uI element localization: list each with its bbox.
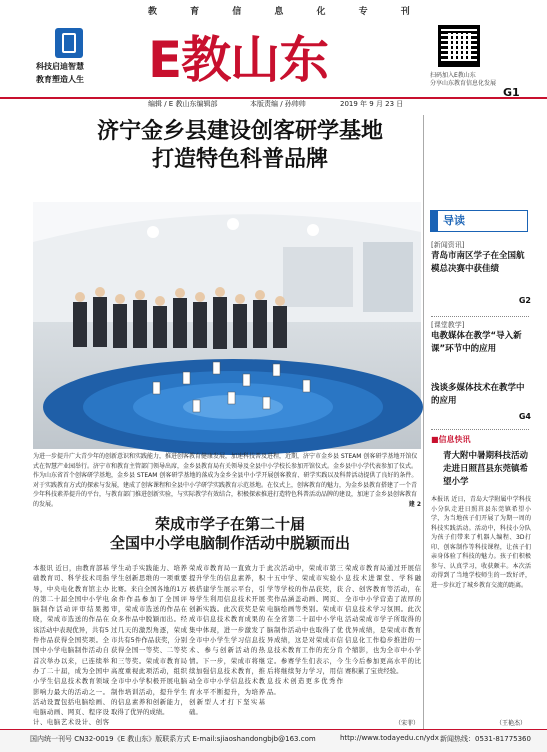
guide-item-tag: [课堂教学] (431, 321, 465, 329)
duty-editor: 本版责编 / 孙帅帅 (250, 100, 306, 108)
article-column-2: 学生动手实践能力、培养学生创新思维的一项重要比赛。来自全国各地的1万余件作品参加了全国评审，荣成市选送的作品在众多作品中脱颖而出。经过几天的激烈角逐，荣成市共有5件作品获奖，分别获得全国一等奖、二等奖和三等奖。荣成市教育局高度重视此项活动，组织全市中小学积极开展电脑制作培训活动，提升学生的信息素养和创新能力，取得了优异的成绩。 (111, 564, 187, 717)
main-headline (40, 118, 440, 174)
logo-slogan (36, 60, 146, 86)
qr-caption (430, 72, 510, 88)
publisher-logo-icon (55, 28, 83, 58)
photo-caption (33, 452, 421, 509)
qr-caption-line2: 分享山东教育信息化发展 (430, 80, 497, 87)
headline-line1: 济宁金乡县建设创客研学基地 (96, 119, 383, 144)
article-column-4: 此次活动中，荣成市第三十五中学、荣成市实验小学等学校的作品获奖，获奖作品涵盖动画、网页、电脑绘画等类别。荣成市在全省第二十届中小学电脑制作活动中也取得了优异成绩，这是对荣成市信息技术教育工作的充分肯定。参赛学生们表示，今后将继续努力学习，用信息技术创造更多优秀作品。 (267, 564, 343, 696)
article-author: （宋菲） (395, 720, 420, 727)
guide-divider (431, 316, 529, 317)
news-photo (33, 202, 421, 449)
headline-line2: 打造特色科普品牌 (151, 147, 328, 172)
article-headline-line1: 荣成市学子在第二十届 (154, 515, 305, 533)
logo-slogan-line2: 教育塑造人生 (36, 75, 84, 84)
issue-date: 2019 年 9 月 23 日 (340, 100, 404, 108)
short-news-title[interactable]: 青大附中暑期科技活动走进日照莒县东莞镇希望小学 (443, 451, 529, 487)
guide-item-2[interactable] (431, 320, 531, 356)
qr-caption-line1: 扫码加入E教山东 (430, 72, 476, 79)
short-news-body: 本报讯 近日，青岛大学附属中学科技小分队走进日照莒县东莞镇希望小学，为当地孩子们开展了为期一周的科技实践活动。活动中，科技小分队为孩子们带来了机器人编程、3D打印、创客制作等科技课程，让孩子们亲身体验了科技的魅力。孩子们积极参与、认真学习，收获颇丰。本次活动得到了当地学校师生的一致好评，进一步拉近了城乡教育交流的距离。 (431, 496, 531, 589)
guide-label: 导读 (443, 214, 465, 227)
footer-website[interactable]: http://www.todayedu.cn/ydx (340, 734, 439, 742)
guide-item-page: G2 (518, 296, 531, 305)
article-column-5: 荣成市教育局通过开展信息技术进课堂、学科融合、创客教育等活动，在全市中小学营造了浓厚的信息技术学习氛围。此次活动荣成市学子所取得的优异成绩，是荣成市教育信息化工作稳步推进的一个缩影，也为全市中小学生今后参加更高水平的比赛积累了宝贵经验。 (345, 564, 421, 675)
guide-divider (431, 429, 529, 430)
page-number: G1 (503, 86, 520, 99)
short-news-label: ■信息快讯 (431, 435, 471, 444)
logo-slogan-line1: 科技启迪智慧 (36, 62, 84, 71)
short-news-author: （王艳杰） (496, 720, 527, 727)
masthead-title: E教山东 (148, 31, 329, 89)
guide-item-title: 青岛市南区学子在全国航模总决赛中获佳绩 (431, 251, 525, 274)
lab-scene-illustration (33, 202, 421, 449)
photo-caption-text: 为进一步提升广大青少年的创新意识和实践能力，推进创客教育健康发展，加速科技普及进程，近期，济宁市金乡县 STEAM 创客研学基地开馆仪式在智慧产业园举行。济宁市和教育主管部门领导出席，金乡县教育局有关领导及全县中小学校长参加开馆仪式。金乡县中小学代表参加了仪式。作为山东省首个创客研学基地，金乡县 STEAM 创客研学基地的落成为金乡全县中小学开展创客教育、研学实践以及科普活动提供了良好的条件。对于实践教育方式的探索与发展，建成了创客课程和全县中小学研学实践教育示范基地。在仪式上，创客教育的魅力，为金乡县教育搭建了一个青少年科技素养提升的平台，与教育部门推进创新实验，与实际教学有效结合，积极探索推进打造特色科普活动品牌的建设，加速了金乡县创客教育的发展。 (33, 453, 418, 508)
article-headline (40, 515, 420, 553)
guide-item-page: G4 (518, 412, 531, 421)
article-column-3: 荣成市教育局一直致力于提升学生的信息素养，积极搭建学生展示平台，引导学生利用信息技术开展创新实践。此次获奖是荣成市信息技术教育成果的集中体现，进一步激发了全市中小学生学习信息技术、参与创新活动的热情。下一步，荣成市将继续加强信息技术教育，推动全市中小学信息技术教育水平不断提升，为培养创新型人才打下坚实基础。 (189, 564, 265, 717)
sidebar-divider (423, 115, 424, 730)
qr-code-icon (438, 25, 480, 67)
footer-issn: 国内统一刊号 CN32-0019《E 教山东》版联系方式 E-mail:sjiaoshandongbjb@163.com (30, 735, 316, 743)
guide-item-title: 电教媒体在教学“导入新课”环节中的应用 (431, 331, 522, 354)
guide-item-tag: [新闻资讯] (431, 241, 465, 249)
article-column-1: 本报讯 近日，由教育部基础教育司、科学技术司指导，中央电化教育馆主办的第二十届全国中小学电脑制作活动评审结果揭晓，荣成市选送的作品在该活动中表现优异，共有5件作品获得全国奖项。全国中小学电脑制作活动自首次举办以来，已连续举办了二十届，成为全国中小学生信息技术教育领域影响力最大的活动之一。活动设置包括电脑绘画、电脑动画、网页、程序设计、电脑艺术设计、创客 (33, 564, 109, 727)
footer-phone: 新闻热线：0531-81775360 (440, 735, 531, 743)
guide-marker (430, 210, 438, 232)
guide-item-3[interactable] (431, 382, 531, 421)
footer (0, 729, 547, 752)
guide-item-title: 浅谈多媒体技术在教学中的应用 (431, 383, 525, 406)
photo-credit: 建 2 (408, 500, 421, 508)
guide-item-1[interactable] (431, 240, 531, 305)
article-headline-line2: 全国中小学电脑制作活动中脱颖而出 (109, 534, 350, 552)
masthead-subtitle: 教 育 信 息 化 专 刊 (148, 7, 425, 17)
editor-info: 编辑 / E 教山东编辑部 (148, 100, 218, 108)
